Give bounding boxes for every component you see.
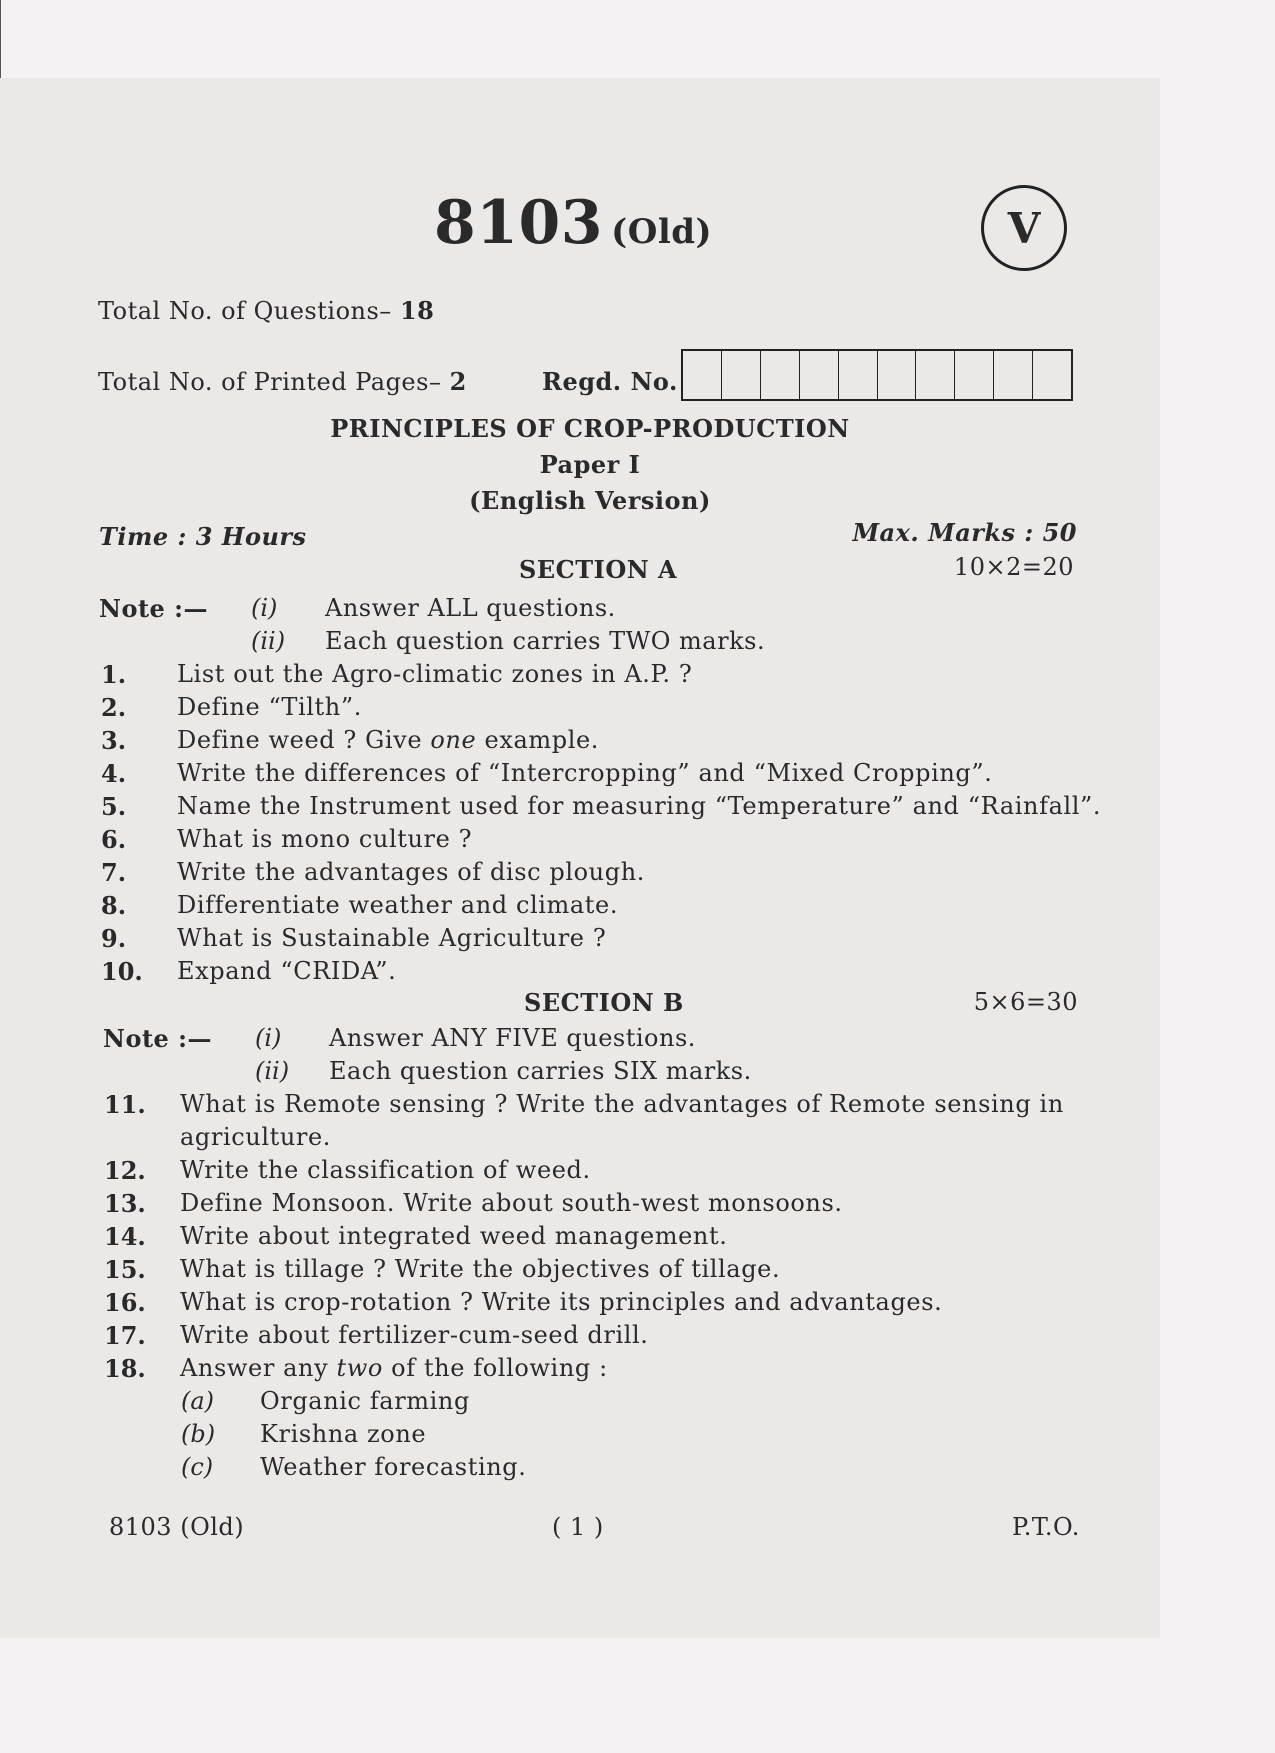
note-label: (i) <box>255 1024 282 1052</box>
max-marks: Max. Marks : 50 <box>852 518 1077 547</box>
question-text: Define Monsoon. Write about south-west monsoons. <box>180 1189 843 1217</box>
question-text <box>177 726 599 754</box>
regd-label: Regd. No. <box>542 367 678 396</box>
note-text: Answer ANY FIVE questions. <box>329 1024 696 1052</box>
please-turn-over: P.T.O. <box>1012 1513 1080 1541</box>
question-text: What is crop-rotation ? Write its principles and advantages. <box>180 1288 943 1316</box>
option-label: (c) <box>181 1453 214 1481</box>
question-text <box>180 1354 608 1382</box>
question-number: 6. <box>101 825 127 854</box>
question-text: Write about integrated weed management. <box>180 1222 728 1250</box>
question-number: 11. <box>104 1090 146 1119</box>
question-text: Expand “CRIDA”. <box>177 957 397 985</box>
question-text: List out the Agro-climatic zones in A.P. ? <box>177 660 693 688</box>
paper-code-heading <box>434 188 712 258</box>
question-text-part: of the following : <box>382 1354 608 1382</box>
regd-cell <box>800 351 839 399</box>
regd-cell <box>683 351 722 399</box>
total-pages-value: 2 <box>449 367 467 396</box>
section-a-note-label: Note :— <box>99 594 209 623</box>
section-a-title: SECTION A <box>519 555 678 584</box>
question-text: Differentiate weather and climate. <box>177 891 619 919</box>
question-text: Write the differences of “Intercropping” and “Mixed Cropping”. <box>177 759 993 787</box>
version-letter: V <box>1007 203 1041 253</box>
paper-number: Paper I <box>539 450 641 479</box>
regd-cell <box>839 351 878 399</box>
page-number: ( 1 ) <box>552 1513 604 1541</box>
section-b-note-label: Note :— <box>103 1024 213 1053</box>
question-number: 7. <box>101 858 127 887</box>
note-label: (ii) <box>255 1057 290 1085</box>
question-text: What is Sustainable Agriculture ? <box>177 924 607 952</box>
question-text: Write the advantages of disc plough. <box>177 858 645 886</box>
option-label: (a) <box>181 1387 215 1415</box>
question-number: 1. <box>101 660 127 689</box>
footer-code: 8103 (Old) <box>109 1513 245 1541</box>
question-number: 17. <box>104 1321 146 1350</box>
question-number: 18. <box>104 1354 146 1383</box>
question-number: 15. <box>104 1255 146 1284</box>
regd-cell <box>916 351 955 399</box>
paper-code: 8103 <box>434 188 603 258</box>
regd-number-boxes <box>681 349 1073 401</box>
total-pages-label: Total No. of Printed Pages– <box>98 368 442 396</box>
section-a-marks: 10×2=20 <box>953 553 1074 581</box>
question-text-part: example. <box>476 726 600 754</box>
total-pages <box>98 367 467 396</box>
scan-edge <box>0 0 1 80</box>
regd-cell <box>1033 351 1071 399</box>
regd-cell <box>994 351 1033 399</box>
question-text: Name the Instrument used for measuring “Temperature” and “Rainfall”. <box>177 792 1102 820</box>
question-number: 9. <box>101 924 127 953</box>
question-text-part: Define weed ? Give <box>177 726 431 754</box>
regd-cell <box>722 351 761 399</box>
total-questions-label: Total No. of Questions– <box>98 297 392 325</box>
section-b-marks: 5×6=30 <box>973 988 1078 1016</box>
paper-old-tag: (Old) <box>611 212 713 252</box>
version-badge <box>981 185 1067 271</box>
question-number: 3. <box>101 726 127 755</box>
option-text: Krishna zone <box>260 1420 427 1448</box>
question-number: 14. <box>104 1222 146 1251</box>
note-text: Each question carries SIX marks. <box>329 1057 752 1085</box>
question-number: 5. <box>101 792 127 821</box>
question-text-emphasis: two <box>336 1354 383 1382</box>
question-text: What is mono culture ? <box>177 825 473 853</box>
regd-cell <box>761 351 800 399</box>
total-questions <box>98 296 434 325</box>
regd-cell <box>878 351 917 399</box>
question-number: 4. <box>101 759 127 788</box>
note-text: Answer ALL questions. <box>325 594 616 622</box>
option-text: Weather forecasting. <box>260 1453 527 1481</box>
question-number: 13. <box>104 1189 146 1218</box>
regd-cell <box>955 351 994 399</box>
time-allowed: Time : 3 Hours <box>99 522 307 551</box>
note-text: Each question carries TWO marks. <box>325 627 766 655</box>
total-questions-value: 18 <box>399 296 435 325</box>
question-text: Write about fertilizer-cum-seed drill. <box>180 1321 649 1349</box>
question-text-emphasis: one <box>430 726 477 754</box>
language-version: (English Version) <box>469 486 711 515</box>
subject-title: PRINCIPLES OF CROP-PRODUCTION <box>330 414 850 443</box>
question-number: 8. <box>101 891 127 920</box>
note-label: (i) <box>251 594 278 622</box>
question-text: Define “Tilth”. <box>177 693 362 721</box>
question-text: What is Remote sensing ? Write the advantages of Remote sensing in <box>180 1090 1064 1118</box>
question-number: 12. <box>104 1156 146 1185</box>
question-text: Write the classification of weed. <box>180 1156 591 1184</box>
question-number: 2. <box>101 693 127 722</box>
option-text: Organic farming <box>260 1387 470 1415</box>
question-text-part: Answer any <box>180 1354 337 1382</box>
option-label: (b) <box>181 1420 216 1448</box>
question-text-continued: agriculture. <box>180 1123 332 1151</box>
question-text: What is tillage ? Write the objectives of tillage. <box>180 1255 781 1283</box>
section-b-title: SECTION B <box>524 988 684 1017</box>
question-number: 16. <box>104 1288 146 1317</box>
note-label: (ii) <box>251 627 286 655</box>
question-number: 10. <box>101 957 143 986</box>
